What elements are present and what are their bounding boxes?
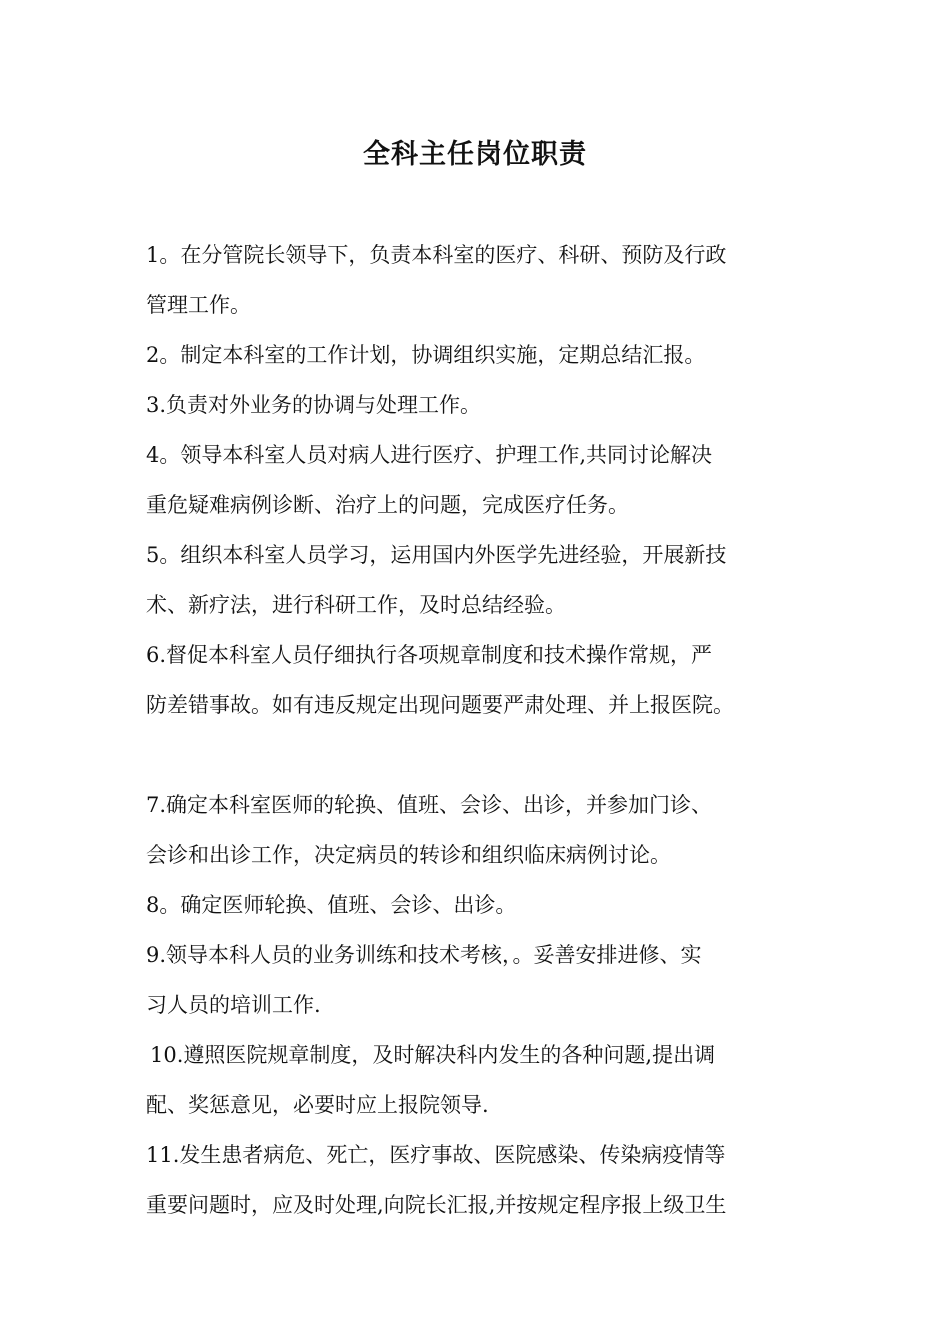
paragraph-line: 2。制定本科室的工作计划，协调组织实施，定期总结汇报。 <box>146 343 706 367</box>
paragraph-line: 术、新疗法，进行科研工作，及时总结经验。 <box>146 593 566 617</box>
paragraph-line: 重要问题时，应及时处理,向院长汇报,并按规定程序报上级卫生 <box>146 1193 727 1217</box>
document-body <box>146 230 826 1230</box>
paragraph-line: 8。确定医师轮换、值班、会诊、出诊。 <box>146 893 517 917</box>
blank-line <box>146 730 826 780</box>
paragraph-line: 防差错事故。如有违反规定出现问题要严肃处理、并上报医院。 <box>146 693 734 717</box>
paragraph-line: 管理工作。 <box>146 293 251 317</box>
document-title: 全科主任岗位职责 <box>363 139 587 170</box>
paragraph-line: 配、奖惩意见，必要时应上报院领导. <box>146 1093 489 1117</box>
paragraph-line: 10.遵照医院规章制度，及时解决科内发生的各种问题,提出调 <box>150 1043 716 1067</box>
paragraph-line: 9.领导本科人员的业务训练和技术考核，。妥善安排进修、实 <box>146 943 702 967</box>
paragraph-line: 4。领导本科室人员对病人进行医疗、护理工作,共同讨论解决 <box>146 443 713 467</box>
paragraph-line: 1。在分管院长领导下，负责本科室的医疗、科研、预防及行政 <box>146 243 727 267</box>
paragraph-line: 重危疑难病例诊断、治疗上的问题，完成医疗任务。 <box>146 493 629 517</box>
paragraph-line: 7.确定本科室医师的轮换、值班、会诊、出诊，并参加门诊、 <box>146 793 713 817</box>
paragraph-line: 11.发生患者病危、死亡，医疗事故、医院感染、传染病疫情等 <box>146 1143 726 1167</box>
paragraph-line: 会诊和出诊工作，决定病员的转诊和组织临床病例讨论。 <box>146 843 671 867</box>
paragraph-line: 习人员的培训工作. <box>146 993 321 1017</box>
paragraph-line: 6.督促本科室人员仔细执行各项规章制度和技术操作常规，严 <box>146 643 713 667</box>
paragraph-line: 3.负责对外业务的协调与处理工作。 <box>146 393 482 417</box>
paragraph-line: 5。组织本科室人员学习，运用国内外医学先进经验，开展新技 <box>146 543 727 567</box>
